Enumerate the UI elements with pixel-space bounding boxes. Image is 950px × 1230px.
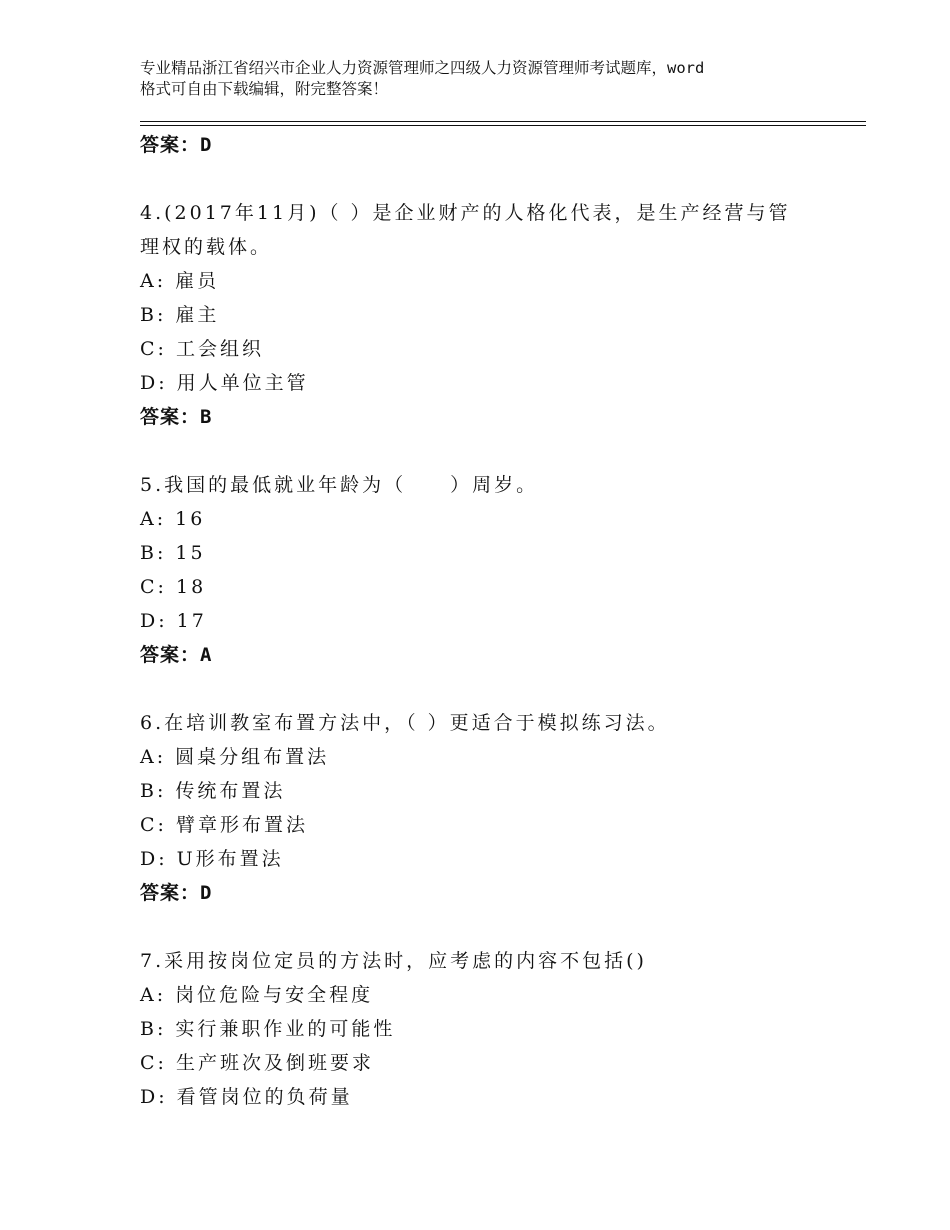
option-c: C: 工会组织 — [140, 338, 264, 360]
question-stem: 6.在培训教室布置方法中，（ ）更适合于模拟练习法。 — [140, 712, 670, 734]
question-item — [140, 944, 840, 1114]
option-a: A: 圆桌分组布置法 — [140, 746, 330, 768]
answer-label: 答案：A — [140, 644, 213, 666]
option-b: B: 15 — [140, 542, 206, 564]
header-line-2: 格式可自由下载编辑，附完整答案！ — [140, 80, 389, 98]
option-d: D: 看管岗位的负荷量 — [140, 1086, 353, 1108]
question-list — [140, 128, 840, 1114]
question-item — [140, 468, 840, 672]
option-c: C: 18 — [140, 576, 207, 598]
option-d: D: 用人单位主管 — [140, 372, 309, 394]
answer-label: 答案：B — [140, 406, 213, 428]
option-a: A: 岗位危险与安全程度 — [140, 984, 374, 1006]
question-item — [140, 196, 840, 434]
option-b: B: 雇主 — [140, 304, 220, 326]
question-stem: 7.采用按岗位定员的方法时，应考虑的内容不包括() — [140, 950, 647, 972]
header-divider — [140, 121, 866, 122]
option-c: C: 臂章形布置法 — [140, 814, 308, 836]
question-stem: 5.我国的最低就业年龄为（ ）周岁。 — [140, 474, 539, 496]
option-d: D: U形布置法 — [140, 848, 284, 870]
option-c: C: 生产班次及倒班要求 — [140, 1052, 374, 1074]
header-line-1: 专业精品浙江省绍兴市企业人力资源管理师之四级人力资源管理师考试题库，word — [140, 59, 705, 77]
header-divider-secondary — [140, 125, 866, 126]
option-a: A: 16 — [140, 508, 206, 530]
page-header — [140, 58, 840, 100]
option-b: B: 实行兼职作业的可能性 — [140, 1018, 396, 1040]
question-stem: 4.(2017年11月)（ ）是企业财产的人格化代表，是生产经营与管理权的载体。 — [140, 202, 791, 258]
option-a: A: 雇员 — [140, 270, 220, 292]
question-item — [140, 706, 840, 910]
option-d: D: 17 — [140, 610, 207, 632]
option-b: B: 传统布置法 — [140, 780, 286, 802]
answer-label: 答案：D — [140, 134, 213, 156]
answer-label: 答案：D — [140, 882, 213, 904]
